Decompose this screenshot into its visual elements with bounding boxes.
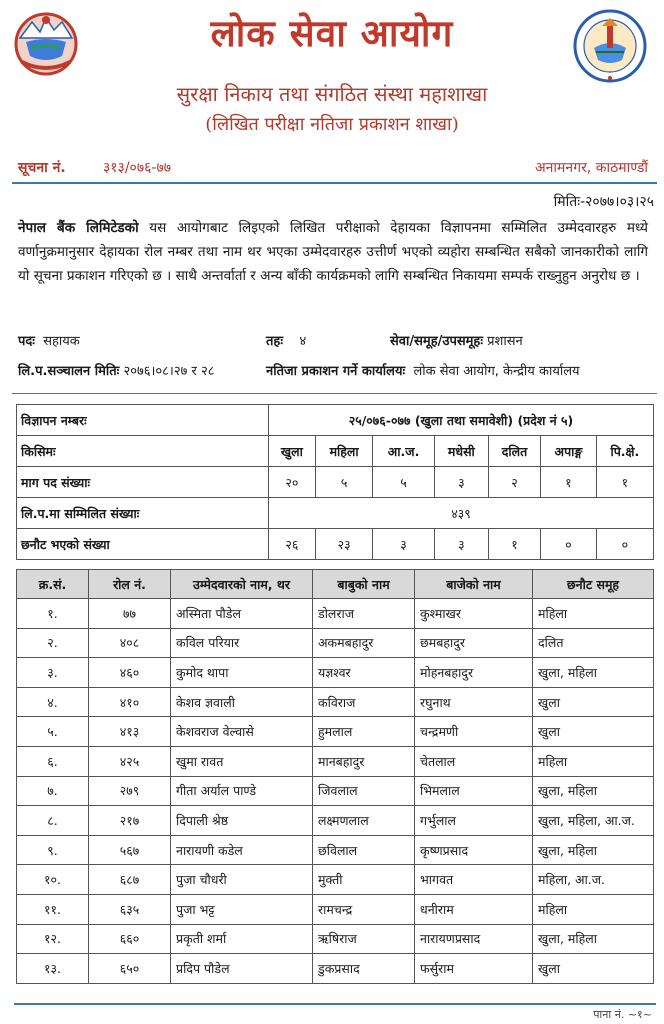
cell-candidate-name: केशव ज्ञवाली (171, 687, 313, 717)
cell-candidate-name: प्रदिप पौडेल (171, 954, 313, 984)
cell-serial: २. (17, 628, 89, 658)
cell-group: खुला, महिला (533, 835, 654, 865)
col-header-roll: रोल नं. (89, 570, 171, 599)
selected-cell: ० (596, 529, 653, 560)
cell-group: खुला (533, 717, 654, 747)
table-row (17, 467, 654, 498)
cell-grandfather-name: गर्भुलाल (415, 806, 533, 836)
cell-grandfather-name: छमबहादुर (415, 628, 533, 658)
meta-divider (12, 393, 657, 394)
cell-group: खुला, महिला (533, 658, 654, 688)
cell-father-name: यज्ञश्वर (313, 658, 415, 688)
cell-group: खुला, महिला, आ.ज. (533, 806, 654, 836)
cell-group: खुला (533, 687, 654, 717)
cell-group: खुला, महिला (533, 924, 654, 954)
cell-father-name: लक्ष्मणलाल (313, 806, 415, 836)
cell-father-name: जिवलाल (313, 776, 415, 806)
cell-group: खुला, महिला (533, 776, 654, 806)
service-line (390, 331, 523, 349)
col-header-sn: क्र.सं. (17, 570, 89, 599)
office-label: नतिजा प्रकाशन गर्ने कार्यालयः (266, 364, 406, 379)
post-value: सहायक (43, 334, 80, 349)
demand-cell: १ (596, 467, 653, 498)
cell-group: खुला (533, 954, 654, 984)
cell-grandfather-name: फर्सुराम (415, 954, 533, 984)
cell-candidate-name: पुजा भट्ट (171, 894, 313, 924)
cell-grandfather-name: चेतलाल (415, 746, 533, 776)
nepal-emblem-icon (12, 8, 80, 76)
cell-serial: ८. (17, 806, 89, 836)
page-number: पाना नं. ~१~ (593, 1008, 652, 1021)
cell-roll: ६६० (89, 924, 171, 954)
type-cell: दलित (488, 436, 540, 467)
demand-cell: २० (269, 467, 316, 498)
type-cell: खुला (269, 436, 316, 467)
table-row (17, 776, 654, 806)
cell-group: महिला (533, 599, 654, 629)
service-value: प्रशासन (487, 334, 523, 349)
cell-roll: ४१३ (89, 717, 171, 747)
cell-candidate-name: खुमा रावत (171, 746, 313, 776)
table-row (17, 529, 654, 560)
selected-cell: २३ (315, 529, 373, 560)
cell-roll: ४६० (89, 658, 171, 688)
cell-grandfather-name: चन्द्रमणी (415, 717, 533, 747)
cell-serial: ५. (17, 717, 89, 747)
type-label: किसिमः (17, 436, 269, 467)
page-subsubtitle: (लिखित परीक्षा नतिजा प्रकाशन शाखा) (205, 114, 459, 135)
notice-label: सूचना नं. (18, 160, 66, 176)
table-row (17, 954, 654, 984)
demand-cell: ५ (315, 467, 373, 498)
cell-serial: ४. (17, 687, 89, 717)
post-label: पदः (18, 334, 35, 349)
office-value: लोक सेवा आयोग, केन्द्रीय कार्यालय (413, 364, 580, 379)
level-line (266, 331, 306, 349)
col-header-name: उम्मेदवारको नाम, थर (171, 570, 313, 599)
cell-roll: ६५० (89, 954, 171, 984)
selected-cell: ३ (434, 529, 488, 560)
cell-group: महिला (533, 746, 654, 776)
table-row (17, 924, 654, 954)
cell-grandfather-name: भिमलाल (415, 776, 533, 806)
psc-seal-icon (572, 8, 640, 76)
table-row (17, 806, 654, 836)
type-cell: मधेसी (434, 436, 488, 467)
table-row (17, 628, 654, 658)
type-cell: पि.क्षे. (596, 436, 653, 467)
header-divider (12, 182, 657, 184)
notice-paragraph (18, 216, 648, 288)
table-row (17, 687, 654, 717)
cell-candidate-name: नारायणी कडेल (171, 835, 313, 865)
page-subtitle: सुरक्षा निकाय तथा संगठित संस्था महाशाखा (176, 82, 488, 106)
cell-roll: २१७ (89, 806, 171, 836)
cell-group: दलित (533, 628, 654, 658)
cell-father-name: डुकप्रसाद (313, 954, 415, 984)
cell-roll: ४०८ (89, 628, 171, 658)
summary-table (16, 404, 654, 560)
cell-serial: ११. (17, 894, 89, 924)
selected-label: छनौट भएको संख्या (17, 529, 269, 560)
col-header-grandfather: बाजेको नाम (415, 570, 533, 599)
type-cell: अपाङ्ग (541, 436, 597, 467)
cell-father-name: हुमलाल (313, 717, 415, 747)
cell-roll: ७७ (89, 599, 171, 629)
cell-serial: ७. (17, 776, 89, 806)
cell-candidate-name: दिपाली श्रेष्ठ (171, 806, 313, 836)
cell-candidate-name: कविल परियार (171, 628, 313, 658)
selected-cell: ० (541, 529, 597, 560)
cell-candidate-name: प्रकृती शर्मा (171, 924, 313, 954)
cell-roll: २७९ (89, 776, 171, 806)
cell-father-name: डोलराज (313, 599, 415, 629)
table-row (17, 835, 654, 865)
table-row (17, 436, 654, 467)
type-cell: आ.ज. (373, 436, 434, 467)
cell-candidate-name: कुमोद थापा (171, 658, 313, 688)
included-label: लि.प.मा सम्मिलित संख्याः (17, 498, 269, 529)
col-header-father: बाबुको नाम (313, 570, 415, 599)
cell-father-name: ऋषिराज (313, 924, 415, 954)
cell-serial: ३. (17, 658, 89, 688)
notice-place: अनामनगर, काठमाण्डौं (534, 160, 648, 176)
table-row (17, 658, 654, 688)
table-row (17, 405, 654, 436)
cell-grandfather-name: धनीराम (415, 894, 533, 924)
ad-label: विज्ञापन नम्बरः (17, 405, 269, 436)
cell-roll: ४१० (89, 687, 171, 717)
cell-grandfather-name: कृष्णप्रसाद (415, 835, 533, 865)
selected-cell: ३ (373, 529, 434, 560)
type-cell: महिला (315, 436, 373, 467)
table-row (17, 746, 654, 776)
cell-grandfather-name: भागवत (415, 865, 533, 895)
cell-father-name: अकमबहादुर (313, 628, 415, 658)
table-row (17, 599, 654, 629)
notice-body: यस आयोगबाट लिइएको लिखित परीक्षाको देहायका विज्ञापनमा सम्मिलित उम्मेदवारहरु मध्ये वर्णानुक्रमानुसार देहायका रोल नम्बर तथा नाम थर भएका उम्मेदवारहरु उत्तीर्ण भएको व्यहोरा सम्बन्धित सबैको जानकारीको लागि यो सूचना प्रकाशन गरिएको छ । साथै अन्तर्वार्ता र अन्य बाँकी कार्यक्रमको लागि सम्बन्धित निकायमा सम्पर्क राख्नुहुन अनुरोध छ । (18, 220, 648, 284)
exam-date-value: २०७६।०८।२७ र २८ (123, 364, 215, 379)
col-header-group: छनौट समूह (533, 570, 654, 599)
cell-grandfather-name: रघुनाथ (415, 687, 533, 717)
office-line (266, 361, 580, 379)
level-label: तहः (266, 334, 283, 349)
cell-candidate-name: गीता अर्याल पाण्डे (171, 776, 313, 806)
demand-cell: ५ (373, 467, 434, 498)
cell-serial: १२. (17, 924, 89, 954)
service-label: सेवा/समूह/उपसमूहः (390, 334, 483, 349)
cell-father-name: मानबहादुर (313, 746, 415, 776)
cell-roll: ६३५ (89, 894, 171, 924)
cell-grandfather-name: कुश्माखर (415, 599, 533, 629)
demand-cell: १ (541, 467, 597, 498)
cell-father-name: रामचन्द्र (313, 894, 415, 924)
ad-value: २५/०७६-०७७ (खुला तथा समावेशी) (प्रदेश नं ५) (269, 405, 654, 436)
cell-father-name: मुक्ती (313, 865, 415, 895)
results-body (17, 599, 654, 984)
cell-serial: १३. (17, 954, 89, 984)
cell-father-name: छविलाल (313, 835, 415, 865)
cell-group: महिला, आ.ज. (533, 865, 654, 895)
post-line (18, 331, 80, 349)
notice-date: मितिः-२०७७।०३।२५ (553, 194, 654, 210)
demand-cell: ३ (434, 467, 488, 498)
level-value: ४ (299, 334, 307, 349)
footer-divider (14, 1003, 656, 1005)
demand-cell: २ (488, 467, 540, 498)
cell-roll: ६८७ (89, 865, 171, 895)
cell-grandfather-name: मोहनबहादुर (415, 658, 533, 688)
cell-roll: ४२५ (89, 746, 171, 776)
cell-serial: ६. (17, 746, 89, 776)
cell-candidate-name: अस्मिता पौडेल (171, 599, 313, 629)
table-row (17, 865, 654, 895)
cell-serial: ९. (17, 835, 89, 865)
cell-serial: १०. (17, 865, 89, 895)
cell-group: महिला (533, 894, 654, 924)
org-name: नेपाल बैंक लिमिटेडको (18, 220, 139, 236)
cell-father-name: कविराज (313, 687, 415, 717)
results-header-row (17, 570, 654, 599)
table-row (17, 717, 654, 747)
table-row (17, 894, 654, 924)
results-table (16, 569, 654, 984)
cell-roll: ५६७ (89, 835, 171, 865)
cell-candidate-name: पुजा चौधरी (171, 865, 313, 895)
notice-number: ३१३/०७६-७७ (103, 160, 172, 176)
included-value: ४३९ (269, 498, 654, 529)
cell-serial: १. (17, 599, 89, 629)
cell-candidate-name: केशवराज वेल्वासे (171, 717, 313, 747)
exam-date-label: लि.प.सञ्चालन मितिः (18, 364, 120, 379)
selected-cell: १ (488, 529, 540, 560)
demand-label: माग पद संख्याः (17, 467, 269, 498)
cell-grandfather-name: नारायणप्रसाद (415, 924, 533, 954)
table-row (17, 498, 654, 529)
exam-date-line (18, 361, 214, 379)
selected-cell: २६ (269, 529, 316, 560)
page-title: लोक सेवा आयोग (210, 12, 454, 55)
